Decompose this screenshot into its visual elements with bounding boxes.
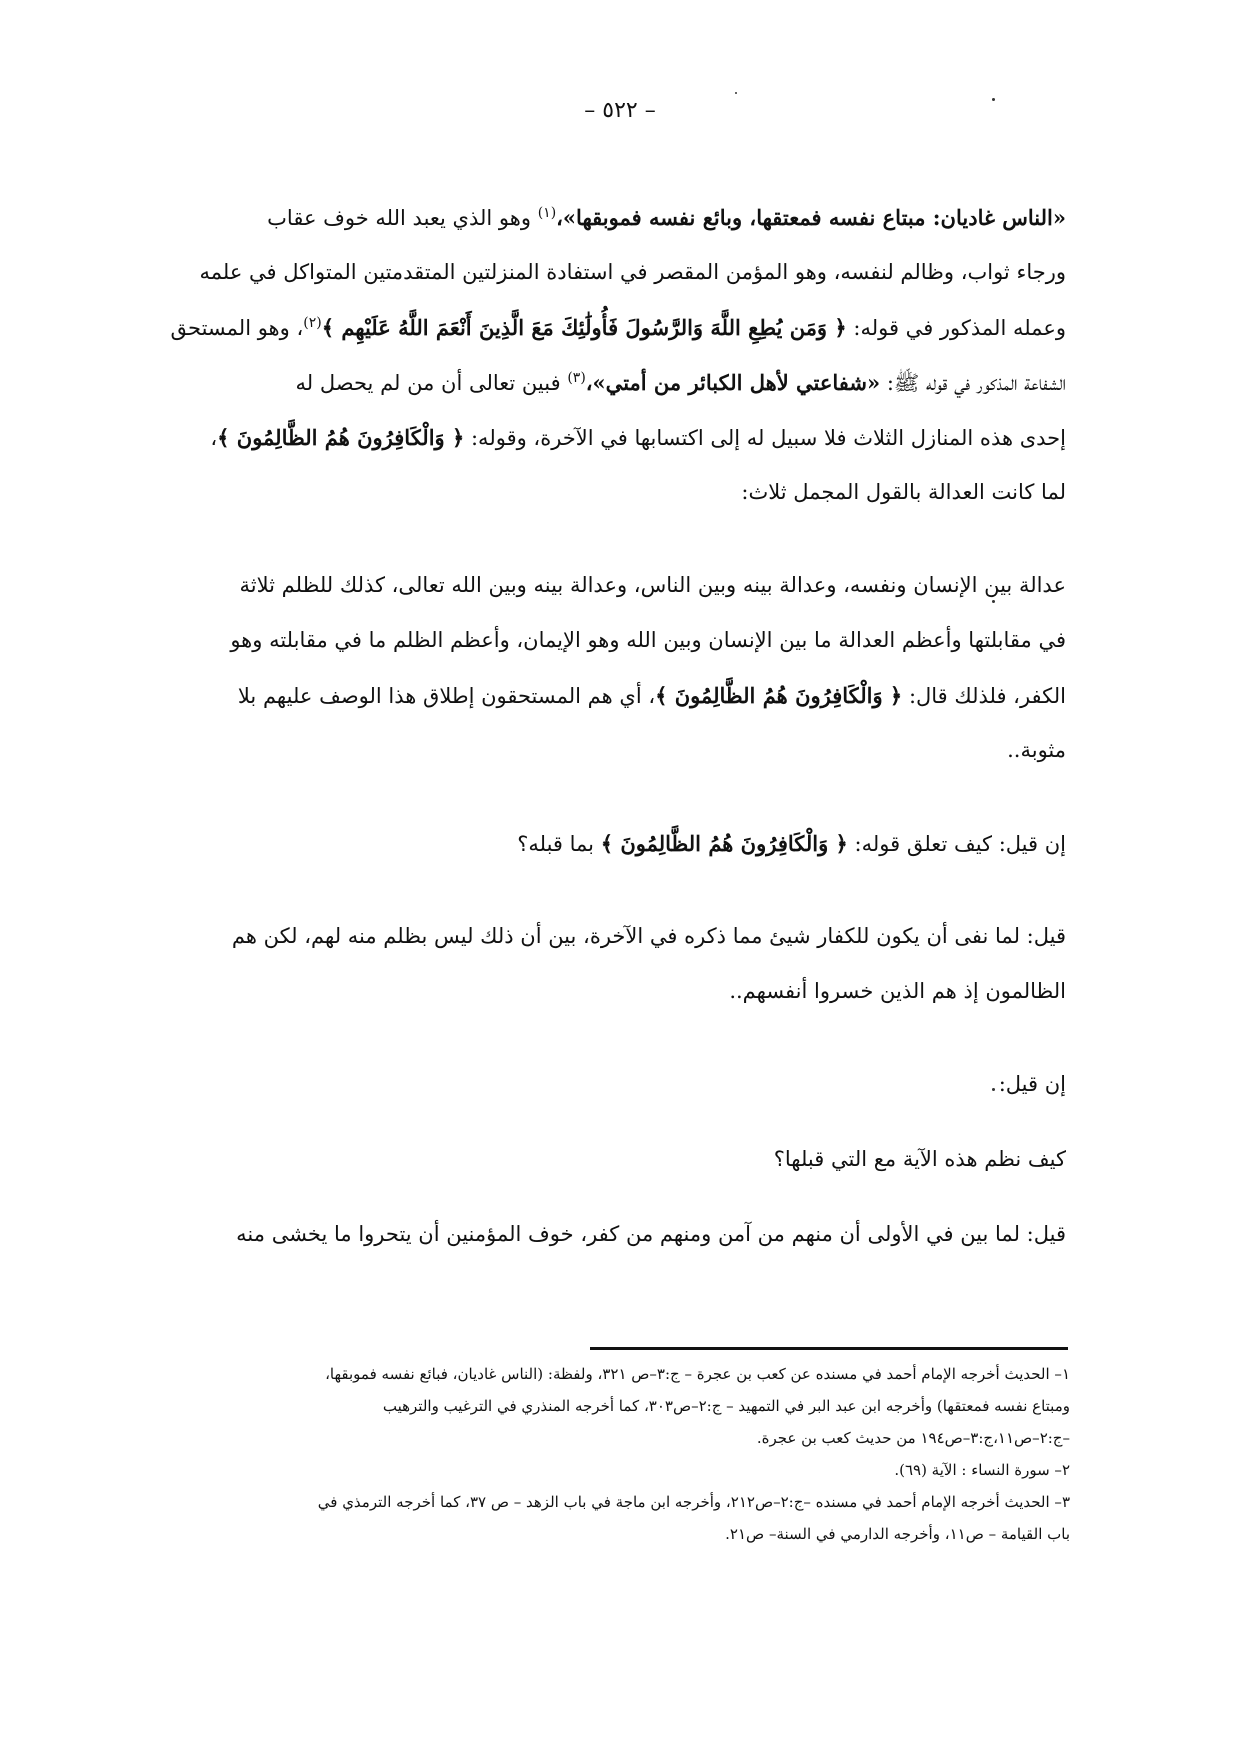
text-span: الكفر، فلذلك قال:: [908, 684, 1066, 708]
main-text: [168, 190, 1066, 1262]
text-line: في مقابلتها وأعظم العدالة ما بين الإنسان وبين الله وهو الإيمان، وأعظم الظلم ما في مقابلته وهو: [230, 628, 1066, 652]
footnote-ref: (٢): [303, 315, 322, 331]
footnote-separator: [590, 1347, 1068, 1350]
scan-speck: [735, 92, 737, 94]
text-span: ،: [210, 426, 218, 450]
page-number: – ٥٢٢ –: [584, 98, 656, 123]
footnote-line: –ج:٢–ص١١،ج:٣–ص١٩٤ من حديث كعب بن عجرة.: [756, 1429, 1070, 1447]
text-line: قيل: لما بين في الأولى أن منهم من آمن ومنهم من كفر، خوف المؤمنين أن يتحروا ما يخشى منه: [236, 1222, 1066, 1246]
footnote-line: ومبتاع نفسه فمعتقها) وأخرجه ابن عبد البر في التمهيد – ج:٢–ص٣٠٣، كما أخرجه المنذري في الترغيب والترهيب: [382, 1397, 1070, 1415]
text-line: ورجاء ثواب، وظالم لنفسه، وهو المؤمن المقصر في استفادة المنزلتين المتقدمتين المتواكل في علمه: [199, 260, 1066, 284]
footnote-line: ١– الحديث أخرجه الإمام أحمد في مسنده عن كعب بن عجرة – ج:٣–ص ٣٢١، ولفظة: (الناس غاديان، فبائع نفسه فموبقها،: [325, 1365, 1070, 1383]
text-span: بما قبله؟: [517, 832, 595, 856]
text-span: الشفاعة المذكور في قوله ﷺ:: [886, 371, 1066, 395]
text-line: [168, 300, 1066, 355]
text-line: لما كانت العدالة بالقول المجمل ثلاث:: [741, 480, 1066, 504]
text-line: كيف نظم هذه الآية مع التي قبلها؟: [773, 1147, 1066, 1171]
text-span: وهو الذي يعبد الله خوف عقاب: [267, 206, 531, 230]
text-span: إن قيل: كيف تعلق قوله:: [854, 832, 1066, 856]
text-line: عدالة بين الإنسان ونفسه، وعدالة بينه وبين الناس، وعدالة بينه وبين الله تعالى، كذلك للظلم ثلاثة: [239, 573, 1066, 597]
footnote-line: باب القيامة – ص١١، وأخرجه الدارمي في السنة– ص٢١.: [725, 1525, 1070, 1543]
quran-verse: ﴿ وَمَن يُطِعِ اللَّهَ وَالرَّسُولَ فَأُولَٰئِكَ مَعَ الَّذِينَ أَنْعَمَ اللَّهُ عَلَيْهِم ﴾: [321, 315, 847, 340]
text-line: إن قيل:: [998, 1072, 1066, 1096]
footnote-line: ٣– الحديث أخرجه الإمام أحمد في مسنده –ج:٢–ص٢١٢، وأخرجه ابن ماجة في باب الزهد – ص ٣٧، كما أخرجه الترمذي في: [317, 1493, 1070, 1511]
text-line: مثوبة..: [1007, 738, 1066, 762]
text-line: [168, 355, 1066, 410]
quran-verse: ﴿ وَالْكَافِرُونَ هُمُ الظَّالِمُونَ ﴾: [655, 683, 903, 708]
footnote-line: ٢– سورة النساء : الآية (٦٩).: [894, 1461, 1070, 1479]
quran-verse: ﴿ وَالْكَافِرُونَ هُمُ الظَّالِمُونَ ﴾: [217, 425, 465, 450]
text-span: ، أي هم المستحقون إطلاق هذا الوصف عليهم بلا: [237, 684, 656, 708]
footnotes: [160, 1358, 1070, 1550]
text-span: وعمله المذكور في قوله:: [853, 316, 1066, 340]
text-line: [168, 668, 1066, 723]
footnote-ref: (٣): [567, 370, 586, 386]
text-line: [168, 410, 1066, 465]
text-line: [168, 190, 1066, 245]
text-line: الظالمون إذ هم الذين خسروا أنفسهم..: [729, 979, 1066, 1003]
hadith-quote: «شفاعتي لأهل الكبائر من أمتي»،: [585, 370, 881, 395]
text-span: فبين تعالى أن من لم يحصل له: [295, 371, 561, 395]
text-span: ، وهو المستحق: [170, 316, 304, 340]
hadith-quote: «الناس غاديان: مبتاع نفسه فمعتقها، وبائع نفسه فموبقها»،: [556, 205, 1066, 230]
text-line: قيل: لما نفى أن يكون للكفار شيئ مما ذكره في الآخرة، بين أن ذلك ليس بظلم منه لهم، لكن هم: [231, 924, 1066, 948]
text-line: [168, 816, 1066, 871]
quran-verse: ﴿ وَالْكَافِرُونَ هُمُ الظَّالِمُونَ ﴾: [600, 831, 848, 856]
footnote-ref: (١): [537, 205, 557, 221]
text-span: إحدى هذه المنازل الثلاث فلا سبيل له إلى اكتسابها في الآخرة، وقوله:: [470, 426, 1066, 450]
